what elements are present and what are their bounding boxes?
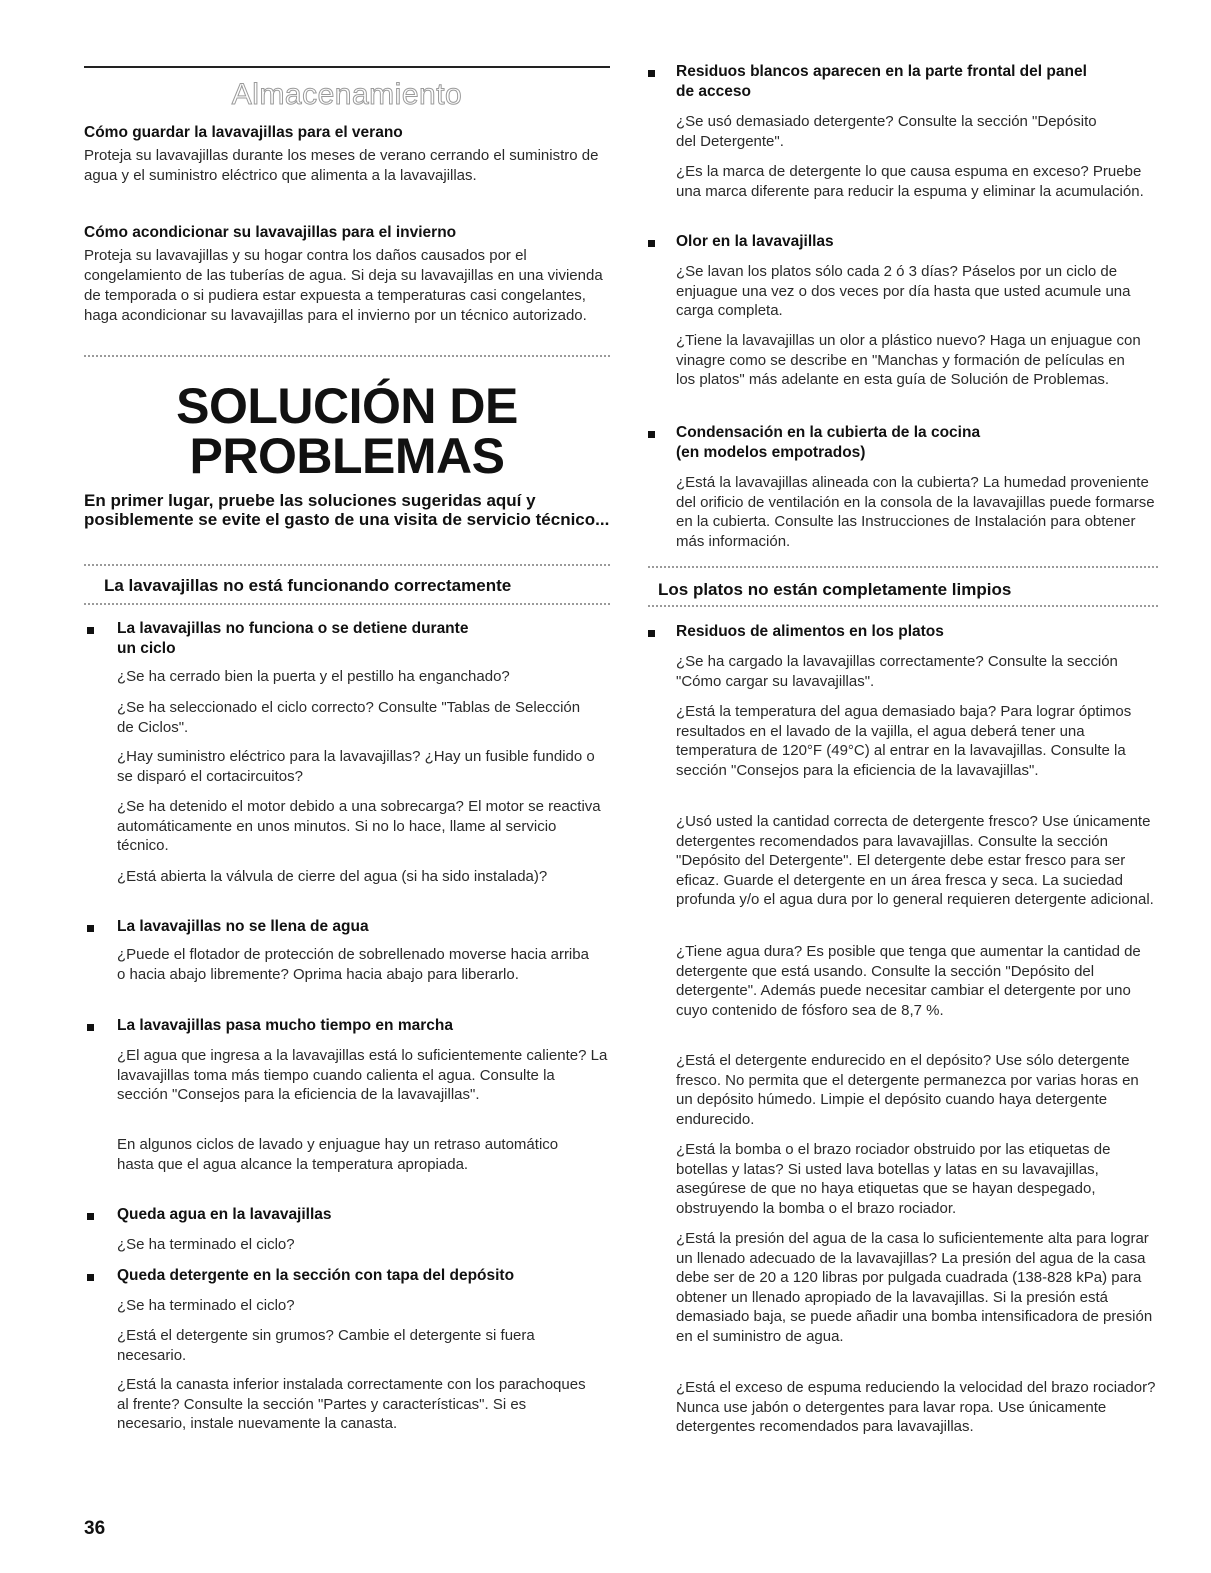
question-text: ¿Se lavan los platos sólo cada 2 ó 3 días? Páselos por un ciclo de enjuague una vez o dos veces por día hasta que usted acumule una carga completa. bbox=[676, 263, 1131, 319]
bullet-heading: Queda agua en la lavavajillas bbox=[117, 1206, 332, 1223]
question-text: ¿Se usó demasiado detergente? Consulte la sección "Depósito del Detergente". bbox=[676, 113, 1097, 150]
winter-heading: Cómo acondicionar su lavavajillas para el invierno bbox=[84, 224, 457, 241]
page-number: 36 bbox=[84, 1518, 106, 1539]
question-text: ¿Está la presión del agua de la casa lo suficientemente alta para lograr un llenado adecuado de la lavavajillas? La presión del agua de la casa debe ser de 20 a 120 libras por pulgada cuadrada (138-828 kPa) para obtener un llenado apropiado de la lavavajillas. Si la presión está demasiado baja, se puede añadir una bomba intensificadora de presión en el suministro de agua. bbox=[676, 1230, 1153, 1345]
divider bbox=[648, 566, 1158, 568]
question-text: ¿Está la bomba o el brazo rociador obstruido por las etiquetas de botellas y latas? Si usted lava botellas y latas en su lavavajillas, asegúrese de que no haya etiquetas que se hayan despegado, obstruyendo la bomba o el brazo rociador. bbox=[676, 1141, 1111, 1217]
question-text: ¿Está la canasta inferior instalada correctamente con los parachoques al frente? Consulte la sección "Partes y características". Si es necesario, instale nuevamente la canasta. bbox=[117, 1376, 586, 1432]
divider bbox=[84, 603, 610, 605]
bullet-heading: un ciclo bbox=[117, 640, 176, 657]
bullet-icon bbox=[87, 1213, 94, 1220]
bullet-heading: (en modelos empotrados) bbox=[676, 444, 866, 461]
bullet-heading: La lavavajillas pasa mucho tiempo en marcha bbox=[117, 1017, 453, 1034]
troubleshooting-title-line1: SOLUCIÓN DE bbox=[176, 378, 518, 434]
question-text: En algunos ciclos de lavado y enjuague hay un retraso automático hasta que el agua alcance la temperatura apropiada. bbox=[117, 1136, 559, 1173]
question-text: ¿Está el detergente sin grumos? Cambie el detergente si fuera necesario. bbox=[117, 1327, 535, 1364]
question-text: ¿Tiene agua dura? Es posible que tenga que aumentar la cantidad de detergente que está usando. Consulte la sección "Depósito del detergente". Además puede necesitar cambiar el detergente por uno cuyo contenido de fósforo sea de 8,7 %. bbox=[676, 943, 1141, 1019]
top-rule bbox=[84, 66, 610, 68]
question-text: ¿Se ha detenido el motor debido a una sobrecarga? El motor se reactiva automáticamente en unos minutos. Si no lo hace, llame al servicio técnico. bbox=[117, 798, 601, 854]
bullet-heading: de acceso bbox=[676, 83, 751, 100]
storage-title: Almacenamiento bbox=[231, 78, 463, 111]
summer-heading: Cómo guardar la lavavajillas para el verano bbox=[84, 124, 403, 141]
bullet-heading: La lavavajillas no se llena de agua bbox=[117, 918, 369, 935]
question-text: ¿El agua que ingresa a la lavavajillas está lo suficientemente caliente? La lavavajillas toma más tiempo cuando calienta el agua. Consulte la sección "Consejos para la eficiencia de la lavavajillas". bbox=[117, 1047, 608, 1103]
question-text: ¿Tiene la lavavajillas un olor a plástico nuevo? Haga un enjuague con vinagre como se describe en "Manchas y formación de películas en los platos" más adelante en esta guía de Solución de Problemas. bbox=[676, 332, 1141, 388]
question-text: ¿Se ha seleccionado el ciclo correcto? Consulte "Tablas de Selección de Ciclos". bbox=[117, 699, 581, 736]
summer-text: Proteja su lavavajillas durante los meses de verano cerrando el suministro de agua y el suministro eléctrico que alimenta a la lavavajillas. bbox=[84, 147, 599, 184]
bullet-heading: Residuos blancos aparecen en la parte frontal del panel bbox=[676, 63, 1087, 80]
question-text: ¿Usó usted la cantidad correcta de detergente fresco? Use únicamente detergentes recomendados para lavavajillas. Consulte la sección "Depósito del Detergente". El detergente debe estar fresco para ser eficaz. Guarde el detergente en un área fresca y seca. La suciedad profunda y/o el agua dura por lo general requieren detergente adicional. bbox=[676, 813, 1154, 908]
winter-text: Proteja su lavavajillas y su hogar contra los daños causados por el congelamiento de las tuberías de agua. Si deja su lavavajillas en una vivienda de temporada o si pudiera estar expuesta a temperaturas casi congelantes, haga acondicionar su lavavajillas para el invierno por un técnico autorizado. bbox=[84, 247, 603, 324]
bullet-icon bbox=[648, 431, 655, 438]
question-text: ¿Se ha cargado la lavavajillas correctamente? Consulte la sección "Cómo cargar su lavavajillas". bbox=[676, 653, 1118, 690]
troubleshooting-title-line2: PROBLEMAS bbox=[189, 428, 505, 484]
bullet-icon bbox=[87, 1274, 94, 1281]
question-text: ¿Se ha cerrado bien la puerta y el pestillo ha enganchado? bbox=[117, 668, 510, 685]
bullet-heading: Residuos de alimentos en los platos bbox=[676, 623, 944, 640]
question-text: ¿Está la temperatura del agua demasiado baja? Para lograr óptimos resultados en el lavado de la vajilla, el agua deberá tener una temperatura de 120°F (49°C) al entrar en la lavavajillas. Consulte la sección "Consejos para la eficiencia de la lavavajillas". bbox=[676, 703, 1132, 779]
question-text: ¿Está el exceso de espuma reduciendo la velocidad del brazo rociador? Nunca use jabón o detergentes para lavar ropa. Use únicamente detergentes recomendados para lavavajillas. bbox=[676, 1379, 1156, 1435]
question-text: ¿Se ha terminado el ciclo? bbox=[117, 1236, 295, 1253]
bullet-heading: La lavavajillas no funciona o se detiene durante bbox=[117, 620, 469, 637]
bullet-icon bbox=[87, 627, 94, 634]
divider bbox=[84, 564, 610, 566]
question-text: ¿Está abierta la válvula de cierre del agua (si ha sido instalada)? bbox=[117, 868, 548, 885]
question-text: ¿Está el detergente endurecido en el depósito? Use sólo detergente fresco. No permita que el detergente permanezca por varias horas en un depósito húmedo. Limpie el depósito cuando haya detergente endurecido. bbox=[676, 1052, 1139, 1128]
bullet-icon bbox=[648, 240, 655, 247]
bullet-icon bbox=[87, 1024, 94, 1031]
question-text: ¿Es la marca de detergente lo que causa espuma en exceso? Pruebe una marca diferente para reducir la espuma y eliminar la acumulación. bbox=[676, 163, 1144, 200]
question-text: ¿Hay suministro eléctrico para la lavavajillas? ¿Hay un fusible fundido o se disparó el cortacircuitos? bbox=[117, 748, 595, 785]
bullet-icon bbox=[648, 70, 655, 77]
divider bbox=[84, 355, 610, 357]
section-heading-not-clean: Los platos no están completamente limpios bbox=[658, 580, 1012, 599]
section-heading-not-working: La lavavajillas no está funcionando correctamente bbox=[104, 576, 512, 595]
bullet-icon bbox=[87, 925, 94, 932]
divider bbox=[648, 605, 1158, 607]
bullet-icon bbox=[648, 630, 655, 637]
question-text: ¿Se ha terminado el ciclo? bbox=[117, 1297, 295, 1314]
bullet-heading: Olor en la lavavajillas bbox=[676, 233, 834, 250]
question-text: ¿Está la lavavajillas alineada con la cubierta? La humedad proveniente del orificio de ventilación en la consola de la lavavajillas puede formarse en la cubierta. Consulte las Instrucciones de Instalación para obtener más información. bbox=[676, 474, 1155, 550]
troubleshooting-intro: En primer lugar, pruebe las soluciones sugeridas aquí y posiblemente se evite el gasto de una visita de servicio técnico... bbox=[84, 491, 610, 529]
question-text: ¿Puede el flotador de protección de sobrellenado moverse hacia arriba o hacia abajo libremente? Oprima hacia abajo para liberarlo. bbox=[117, 946, 589, 983]
bullet-heading: Queda detergente en la sección con tapa del depósito bbox=[117, 1267, 515, 1284]
bullet-heading: Condensación en la cubierta de la cocina bbox=[676, 424, 981, 441]
